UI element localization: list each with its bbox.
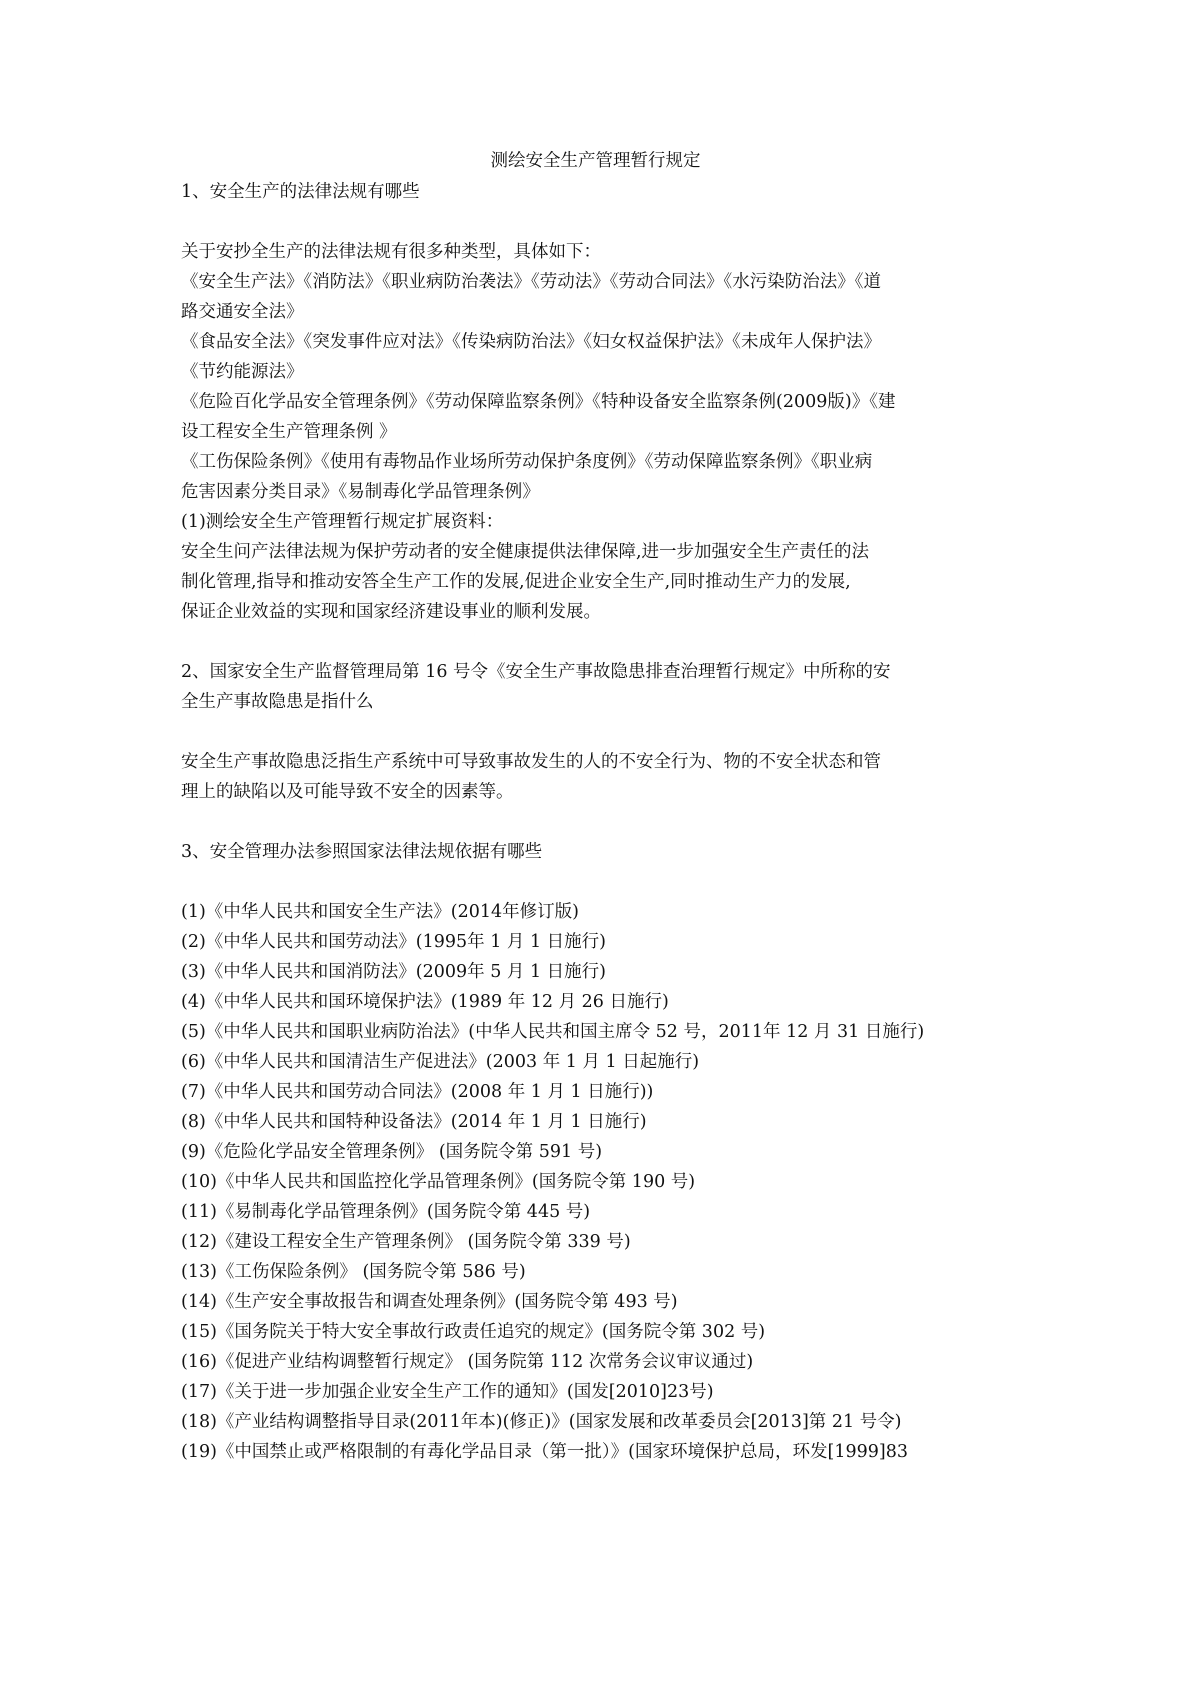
section-2-heading: 全生产事故隐患是指什么 (181, 692, 374, 712)
regulation-list-item: (5)《中华人民共和国职业病防治法》(中华人民共和国主席令 52 号，2011年 12 月 31 日施行) (181, 1022, 925, 1042)
section-3-heading: 3、安全管理办法参照国家法律法规依据有哪些 (181, 842, 543, 862)
law-list-line: 《工伤保险条例》《使用有毒物品作业场所劳动保护条度例》《劳动保障监察条例》《职业病 (181, 452, 873, 472)
extension-paragraph-line: 安全生问产法律法规为保护劳动者的安全健康提供法律保障,进一步加强安全生产责任的法 (181, 542, 870, 562)
extension-paragraph-line: 制化管理,指导和推动安答全生产工作的发展,促进企业安全生产,同时推动生产力的发展, (181, 572, 851, 592)
section-2-heading: 2、国家安全生产监督管理局第 16 号令《安全生产事故隐患排查治理暂行规定》中所称的安 (181, 662, 891, 682)
law-list-line: 《危险百化学品安全管理条例》《劳动保障监察条例》《特种设备安全监察条例(2009版)》《建 (181, 392, 896, 412)
law-list-line: 路交通安全法》 (181, 302, 304, 322)
section-1-heading: 1、安全生产的法律法规有哪些 (181, 182, 420, 202)
regulation-list-item: (19)《中国禁止或严格限制的有毒化学品目录（第一批）》(国家环境保护总局，环发[1999]83 (181, 1442, 908, 1462)
law-list-line: 《安全生产法》《消防法》《职业病防治袭法》《劳动法》《劳动合同法》《水污染防治法》《道 (181, 272, 881, 292)
law-list-line: 《节约能源法》 (181, 362, 304, 382)
regulation-list-item: (11)《易制毒化学品管理条例》(国务院令第 445 号) (181, 1202, 591, 1222)
extension-paragraph-line: 保证企业效益的实现和国家经济建设事业的顺利发展。 (181, 602, 601, 622)
regulation-list-item: (9)《危险化学品安全管理条例》 (国务院令第 591 号) (181, 1142, 603, 1162)
regulation-list-item: (14)《生产安全事故报告和调查处理条例》(国务院令第 493 号) (181, 1292, 678, 1312)
regulation-list-item: (3)《中华人民共和国消防法》(2009年 5 月 1 日施行) (181, 962, 606, 982)
law-list-line: 《食品安全法》《突发事件应对法》《传染病防治法》《妇女权益保护法》《未成年人保护法》 (181, 332, 881, 352)
section-1-intro: 关于安抄全生产的法律法规有很多种类型，具体如下： (181, 242, 601, 262)
regulation-list-item: (4)《中华人民共和国环境保护法》(1989 年 12 月 26 日施行) (181, 992, 669, 1012)
regulation-list-item: (7)《中华人民共和国劳动合同法》(2008 年 1 月 1 日施行)) (181, 1082, 654, 1102)
regulation-list-item: (15)《国务院关于特大安全事故行政责任追究的规定》(国务院令第 302 号) (181, 1322, 766, 1342)
regulation-list-item: (13)《工伤保险条例》 (国务院令第 586 号) (181, 1262, 526, 1282)
document-title: 测绘安全生产管理暂行规定 (490, 151, 701, 171)
regulation-list-item: (17)《关于进一步加强企业安全生产工作的通知》(国发[2010]23号) (181, 1382, 714, 1402)
regulation-list-item: (10)《中华人民共和国监控化学品管理条例》(国务院令第 190 号) (181, 1172, 696, 1192)
regulation-list-item: (12)《建设工程安全生产管理条例》 (国务院令第 339 号) (181, 1232, 631, 1252)
regulation-list-item: (16)《促进产业结构调整暂行规定》 (国务院第 112 次常务会议审议通过) (181, 1352, 754, 1372)
law-list-line: 危害因素分类目录》《易制毒化学品管理条例》 (181, 482, 540, 502)
regulation-list-item: (18)《产业结构调整指导目录(2011年本)(修正)》(国家发展和改革委员会[2013]第 21 号令) (181, 1412, 902, 1432)
section-2-body-line: 理上的缺陷以及可能导致不安全的因素等。 (181, 782, 514, 802)
regulation-list-item: (1)《中华人民共和国安全生产法》(2014年修订版) (181, 902, 579, 922)
regulation-list-item: (6)《中华人民共和国清洁生产促进法》(2003 年 1 月 1 日起施行) (181, 1052, 700, 1072)
section-2-body-line: 安全生产事故隐患泛指生产系统中可导致事故发生的人的不安全行为、物的不安全状态和管 (181, 752, 881, 772)
law-list-line: 设工程安全生产管理条例 》 (181, 422, 397, 442)
regulation-list-item: (8)《中华人民共和国特种设备法》(2014 年 1 月 1 日施行) (181, 1112, 647, 1132)
regulation-list-item: (2)《中华人民共和国劳动法》(1995年 1 月 1 日施行) (181, 932, 606, 952)
extension-heading: (1)测绘安全生产管理暂行规定扩展资料： (181, 512, 504, 532)
